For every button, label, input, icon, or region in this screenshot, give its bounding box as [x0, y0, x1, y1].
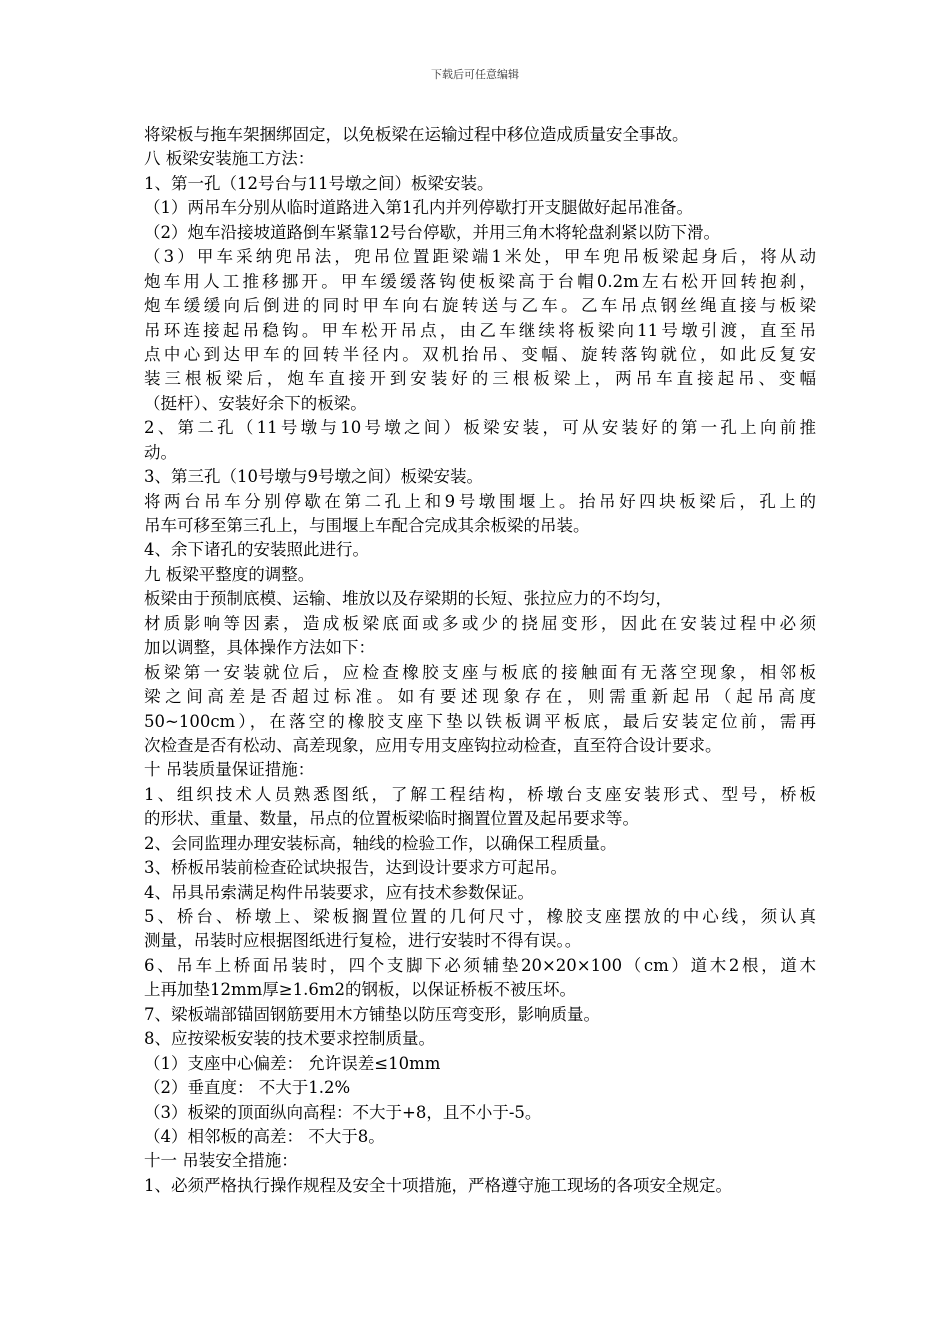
text-line: （3）板梁的顶面纵向高程：不大于+8，且不小于-5。: [144, 1102, 542, 1122]
text-line: （1）两吊车分别从临时道路进入第1孔内并列停歇打开支腿做好起吊准备。: [144, 198, 693, 218]
text-line: 将梁板与拖车架捆绑固定，以免板梁在运输过程中移位造成质量安全事故。: [144, 125, 689, 144]
text-line: 上再加垫12mm厚≥1.6m2的钢板，以保证桥板不被压坏。: [144, 980, 576, 1000]
text-line: 十一 吊装安全措施：: [144, 1151, 298, 1171]
text-line: 50~100cm），在落空的橡胶支座下垫以铁板调平板底，最后安装定位前，需再: [144, 711, 816, 731]
text-line: 炮车缓缓向后倒进的同时甲车向右旋转送与乙车。乙车吊点钢丝绳直接与板梁: [144, 296, 816, 316]
text-line: 动。: [144, 442, 177, 462]
text-line: 2、第二孔（11号墩与10号墩之间）板梁安装，可从安装好的第一孔上向前推: [144, 418, 816, 438]
text-line: 1、必须严格执行操作规程及安全十项措施，严格遵守施工现场的各项安全规定。: [144, 1175, 732, 1195]
text-line: （挺杆）、安装好余下的板梁。: [144, 393, 367, 413]
text-line: 5、桥台、桥墩上、梁板搁置位置的几何尺寸，橡胶支座摆放的中心线，须认真: [144, 907, 816, 926]
text-line: 吊环连接起吊稳钩。甲车松开吊点，由乙车继续将板梁向11号墩引渡，直至吊: [144, 320, 816, 340]
text-line: 梁之间高差是否超过标准。如有要述现象存在，则需重新起吊（起吊高度: [144, 687, 816, 707]
text-line: 十 吊装质量保证措施：: [144, 760, 315, 780]
text-line: 八 板梁安装施工方法：: [144, 149, 315, 169]
text-line: （3）甲车采纳兜吊法，兜吊位置距梁端1米处，甲车兜吊板梁起身后，将从动: [144, 247, 816, 267]
text-line: 点中心到达甲车的回转半径内。双机抬吊、变幅、旋转落钩就位，如此反复安: [144, 344, 816, 364]
text-line: 九 板梁平整度的调整。: [144, 564, 315, 584]
text-line: （4）相邻板的高差： 不大于8。: [144, 1126, 385, 1146]
text-line: 7、梁板端部锚固钢筋要用木方铺垫以防压弯变形，影响质量。: [144, 1004, 600, 1024]
text-line: 次检查是否有松动、高差现象，应用专用支座钩拉动检查，直至符合设计要求。: [144, 735, 722, 755]
text-line: （2）炮车沿接坡道路倒车紧靠12号台停歇，并用三角木将轮盘刹紧以防下滑。: [144, 222, 720, 242]
text-line: 板梁第一安装就位后，应检查橡胶支座与板底的接触面有无落空现象，相邻板: [144, 662, 816, 682]
text-line: （2）垂直度： 不大于1.2%: [144, 1078, 351, 1098]
text-line: 加以调整，具体操作方法如下：: [144, 638, 375, 658]
text-line: 将两台吊车分别停歇在第二孔上和9号墩围堰上。抬吊好四块板梁后，孔上的: [144, 491, 816, 511]
text-line: 板梁由于预制底模、运输、堆放以及存梁期的长短、张拉应力的不均匀，: [144, 589, 672, 609]
text-line: 材质影响等因素，造成板梁底面或多或少的挠屈变形，因此在安装过程中必须: [144, 613, 816, 633]
text-line: （1）支座中心偏差： 允许误差≤10mm: [144, 1053, 441, 1073]
text-line: 测量，吊装时应根据图纸进行复检，进行安装时不得有误。。: [144, 931, 582, 951]
text-line: 炮车用人工推移挪开。甲车缓缓落钩使板梁高于台帽0.2m左右松开回转抱刹，: [144, 271, 816, 291]
page-header: 下载后可任意编辑: [431, 68, 519, 81]
text-line: 8、应按梁板安装的技术要求控制质量。: [144, 1029, 435, 1049]
document-body: [144, 123, 816, 1198]
text-line: 3、第三孔（10号墩与9号墩之间）板梁安装。: [144, 467, 483, 487]
text-line: 的形状、重量、数量，吊点的位置板梁临时搁置位置及起吊要求等。: [144, 809, 639, 829]
text-line: 4、吊具吊索满足构件吊装要求，应有技术参数保证。: [144, 882, 534, 902]
text-line: 吊车可移至第三孔上，与围堰上车配合完成其余板梁的吊装。: [144, 516, 590, 535]
text-line: 1、第一孔（12号台与11号墩之间）板梁安装。: [144, 173, 494, 193]
text-line: 装三根板梁后，炮车直接开到安装好的三根板梁上，两吊车直接起吊、变幅: [144, 369, 816, 389]
text-line: 2、会同监理办理安装标高，轴线的检验工作，以确保工程质量。: [144, 833, 617, 853]
text-line: 4、余下诸孔的安装照此进行。: [144, 540, 369, 560]
text-line: 6、吊车上桥面吊装时，四个支脚下必须辅垫20×20×100（cm）道木2根，道木: [144, 955, 816, 975]
text-line: 1、组织技术人员熟悉图纸，了解工程结构，桥墩台支座安装形式、型号，桥板: [144, 784, 816, 804]
text-line: 3、桥板吊装前检查砼试块报告，达到设计要求方可起吊。: [144, 858, 567, 878]
